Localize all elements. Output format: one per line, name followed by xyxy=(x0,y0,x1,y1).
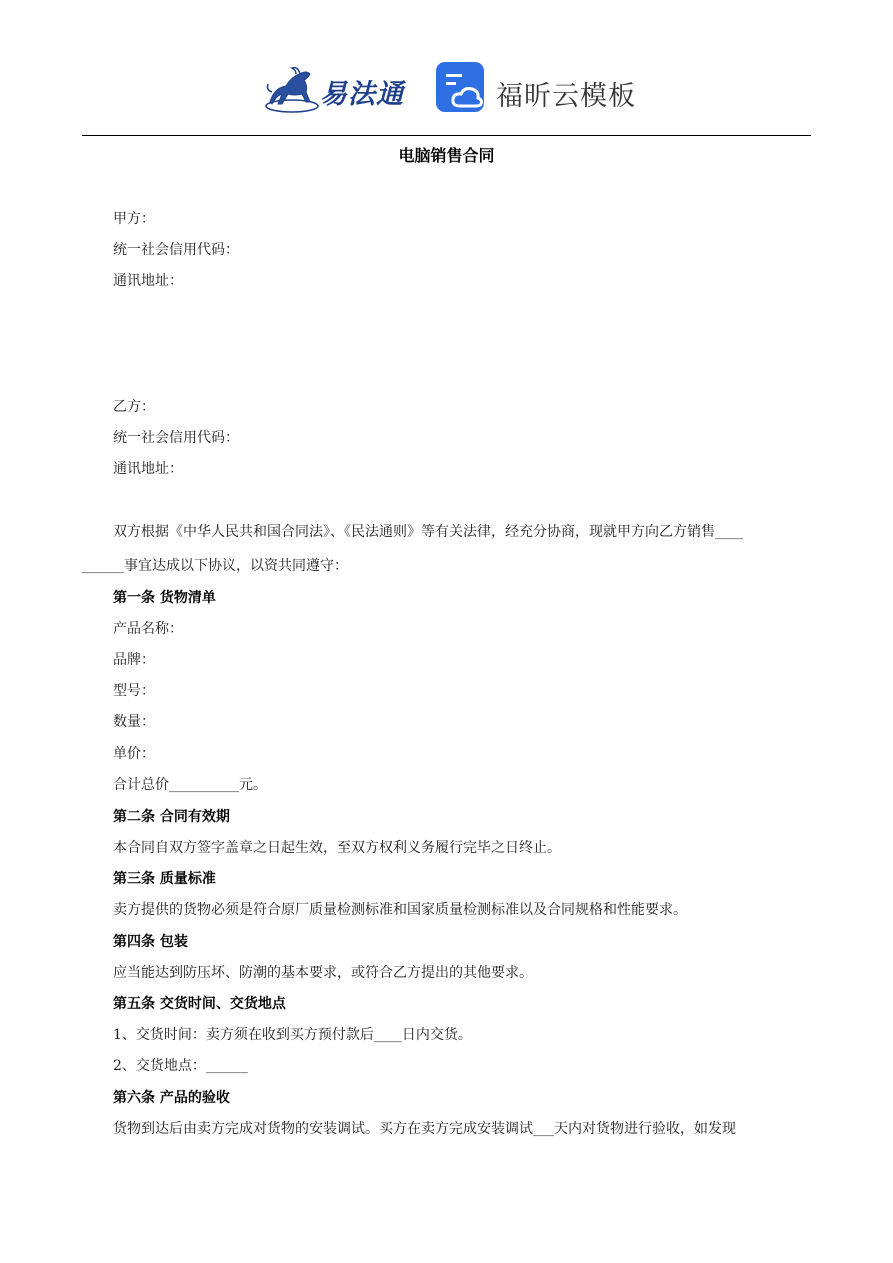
party-a-name-label: 甲方： xyxy=(113,211,155,227)
qilin-emblem-icon xyxy=(262,62,322,118)
article-2-text: 本合同自双方签字盖章之日起生效，至双方权利义务履行完毕之日终止。 xyxy=(113,840,561,856)
brand-field: 品牌： xyxy=(113,652,155,668)
article-4-heading: 第四条 包装 xyxy=(113,934,188,950)
model-field: 型号： xyxy=(113,683,155,699)
unit-price-field: 单价： xyxy=(113,746,155,762)
article-2-heading: 第二条 合同有效期 xyxy=(113,809,230,825)
yifatong-logo-text: 易法通 xyxy=(320,79,404,110)
party-b-address-label: 通讯地址： xyxy=(113,461,183,477)
foxit-logo-text: 福昕云模板 xyxy=(496,81,636,112)
article-4-text: 应当能达到防压坏、防潮的基本要求，或符合乙方提出的其他要求。 xyxy=(113,965,533,981)
total-price-field: 合计总价__________元。 xyxy=(113,777,267,793)
party-b-name-label: 乙方： xyxy=(113,399,155,415)
intro-paragraph-line-2: ______事宜达成以下协议，以资共同遵守： xyxy=(82,558,348,574)
quantity-field: 数量： xyxy=(113,714,155,730)
party-a-address-label: 通讯地址： xyxy=(113,273,183,289)
article-6-text: 货物到达后由卖方完成对货物的安装调试。买方在卖方完成安装调试___天内对货物进行验收，如发现 xyxy=(113,1121,736,1137)
article-6-heading: 第六条 产品的验收 xyxy=(113,1090,230,1106)
delivery-place-clause: 2、交货地点：______ xyxy=(113,1058,248,1074)
party-b-credit-code-label: 统一社会信用代码： xyxy=(113,430,239,446)
article-1-heading: 第一条 货物清单 xyxy=(113,590,216,606)
article-3-heading: 第三条 质量标准 xyxy=(113,871,216,887)
product-name-field: 产品名称： xyxy=(113,621,183,637)
document-header xyxy=(0,58,893,120)
foxit-cloud-template-logo xyxy=(436,62,636,118)
party-a-credit-code-label: 统一社会信用代码： xyxy=(113,242,239,258)
yifatong-logo xyxy=(262,58,412,120)
article-5-heading: 第五条 交货时间、交货地点 xyxy=(113,996,286,1012)
page-title: 电脑销售合同 xyxy=(398,146,495,165)
delivery-time-clause: 1、交货时间：卖方须在收到买方预付款后____日内交货。 xyxy=(113,1027,472,1043)
intro-paragraph-line-1: 双方根据《中华人民共和国合同法》、《民法通则》等有关法律，经充分协商，现就甲方向乙方销售____ xyxy=(113,524,743,540)
article-3-text: 卖方提供的货物必须是符合原厂质量检测标准和国家质量检测标准以及合同规格和性能要求。 xyxy=(113,902,687,918)
header-divider xyxy=(82,135,811,136)
cloud-document-icon xyxy=(436,62,486,114)
